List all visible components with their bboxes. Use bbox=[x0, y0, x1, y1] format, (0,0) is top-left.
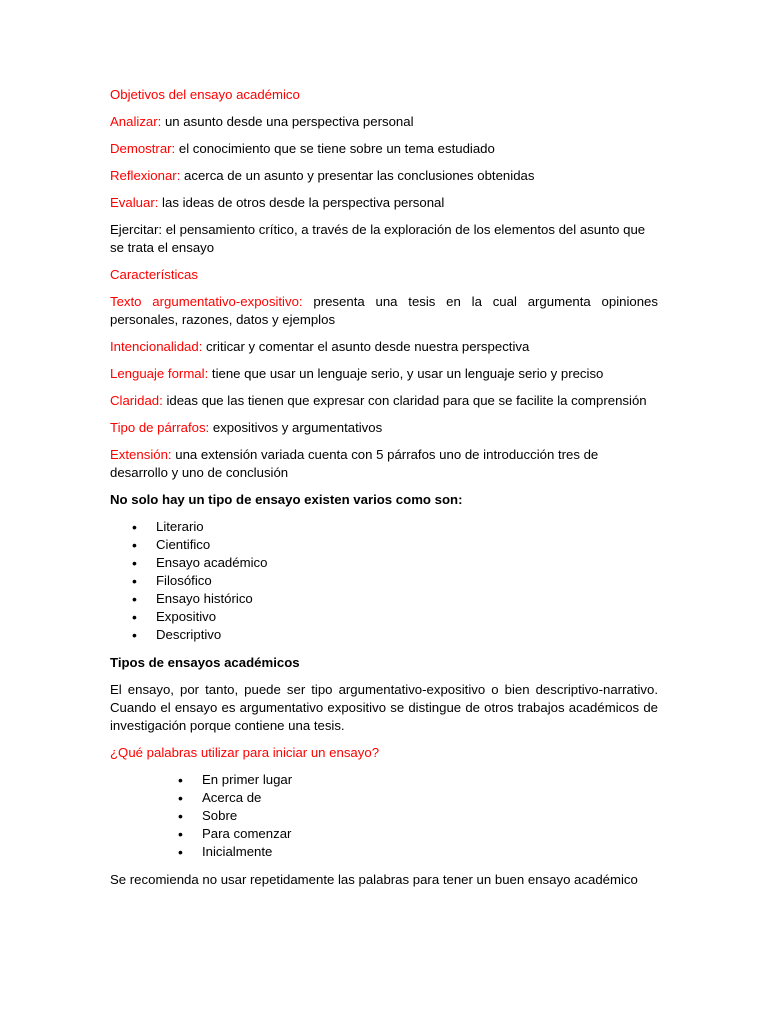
objetivo-evaluar bbox=[110, 194, 658, 212]
caracteristica-lenguaje bbox=[110, 365, 658, 383]
objetivo-text: las ideas de otros desde la perspectiva personal bbox=[158, 195, 445, 210]
list-item: • Para comenzar bbox=[202, 825, 658, 843]
caracteristica-claridad bbox=[110, 392, 658, 410]
caracteristica-text: ideas que las tienen que expresar con claridad para que se facilite la comprensión bbox=[162, 393, 647, 408]
palabras-question: ¿Qué palabras utilizar para iniciar un ensayo? bbox=[110, 745, 380, 760]
caracteristicas-heading: Características bbox=[110, 267, 198, 282]
objetivo-demostrar bbox=[110, 140, 658, 158]
list-item: • Acerca de bbox=[202, 789, 658, 807]
caracteristica-term: Tipo de párrafos: bbox=[110, 420, 210, 435]
ejercitar-paragraph: Ejercitar: el pensamiento crítico, a través de la exploración de los elementos del asunto que se trata el ensayo bbox=[110, 222, 646, 255]
academicos-heading: Tipos de ensayos académicos bbox=[110, 655, 300, 670]
caracteristica-intencionalidad bbox=[110, 338, 658, 356]
objetivo-text: acerca de un asunto y presentar las conclusiones obtenidas bbox=[180, 168, 535, 183]
academicos-paragraph: El ensayo, por tanto, puede ser tipo argumentativo-expositivo o bien descriptivo-narrativo. Cuando el ensayo es argumentativo expositivo se distingue de otros trabajos académicos de investigación porque contiene una tesis. bbox=[110, 682, 658, 733]
document-page bbox=[110, 86, 658, 889]
objetivo-reflexionar bbox=[110, 167, 658, 185]
caracteristica-term: Extensión: bbox=[110, 447, 172, 462]
list-item: • Cientifico bbox=[156, 536, 658, 554]
caracteristica-term: Claridad: bbox=[110, 393, 163, 408]
caracteristica-text: criticar y comentar el asunto desde nuestra perspectiva bbox=[202, 339, 530, 354]
list-item: • Ensayo histórico bbox=[156, 590, 658, 608]
caracteristica-extension bbox=[110, 446, 658, 482]
list-item: • Ensayo académico bbox=[156, 554, 658, 572]
list-item: • Filosófico bbox=[156, 572, 658, 590]
objetivo-term: Reflexionar: bbox=[110, 168, 181, 183]
list-item: • Inicialmente bbox=[202, 843, 658, 861]
palabras-list bbox=[110, 771, 658, 861]
caracteristica-term: Lenguaje formal: bbox=[110, 366, 209, 381]
list-item: • Literario bbox=[156, 518, 658, 536]
tipos-list bbox=[110, 518, 658, 644]
objetivo-analizar bbox=[110, 113, 658, 131]
caracteristica-text: presenta una tesis en la cual argumenta opiniones personales, razones, datos y ejemplos bbox=[110, 294, 658, 327]
recomendacion-paragraph: Se recomienda no usar repetidamente las palabras para tener un buen ensayo académico bbox=[110, 872, 638, 887]
caracteristica-text: tiene que usar un lenguaje serio, y usar un lenguaje serio y preciso bbox=[208, 366, 604, 381]
caracteristica-text: expositivos y argumentativos bbox=[209, 420, 383, 435]
list-item: • Expositivo bbox=[156, 608, 658, 626]
objetivo-text: un asunto desde una perspectiva personal bbox=[161, 114, 414, 129]
list-item: • Sobre bbox=[202, 807, 658, 825]
objetivo-text: el conocimiento que se tiene sobre un tema estudiado bbox=[175, 141, 495, 156]
caracteristica-parrafos bbox=[110, 419, 658, 437]
objetivos-heading: Objetivos del ensayo académico bbox=[110, 87, 300, 102]
list-item: • En primer lugar bbox=[202, 771, 658, 789]
caracteristica-text: una extensión variada cuenta con 5 párrafos uno de introducción tres de desarrollo y uno de conclusión bbox=[110, 447, 599, 480]
tipos-intro: No solo hay un tipo de ensayo existen varios como son: bbox=[110, 492, 463, 507]
objetivo-term: Evaluar: bbox=[110, 195, 159, 210]
caracteristica-term: Intencionalidad: bbox=[110, 339, 203, 354]
caracteristica-texto bbox=[110, 293, 658, 329]
list-item: • Descriptivo bbox=[156, 626, 658, 644]
objetivo-term: Demostrar: bbox=[110, 141, 176, 156]
objetivo-term: Analizar: bbox=[110, 114, 162, 129]
caracteristica-term: Texto argumentativo-expositivo: bbox=[110, 294, 303, 309]
